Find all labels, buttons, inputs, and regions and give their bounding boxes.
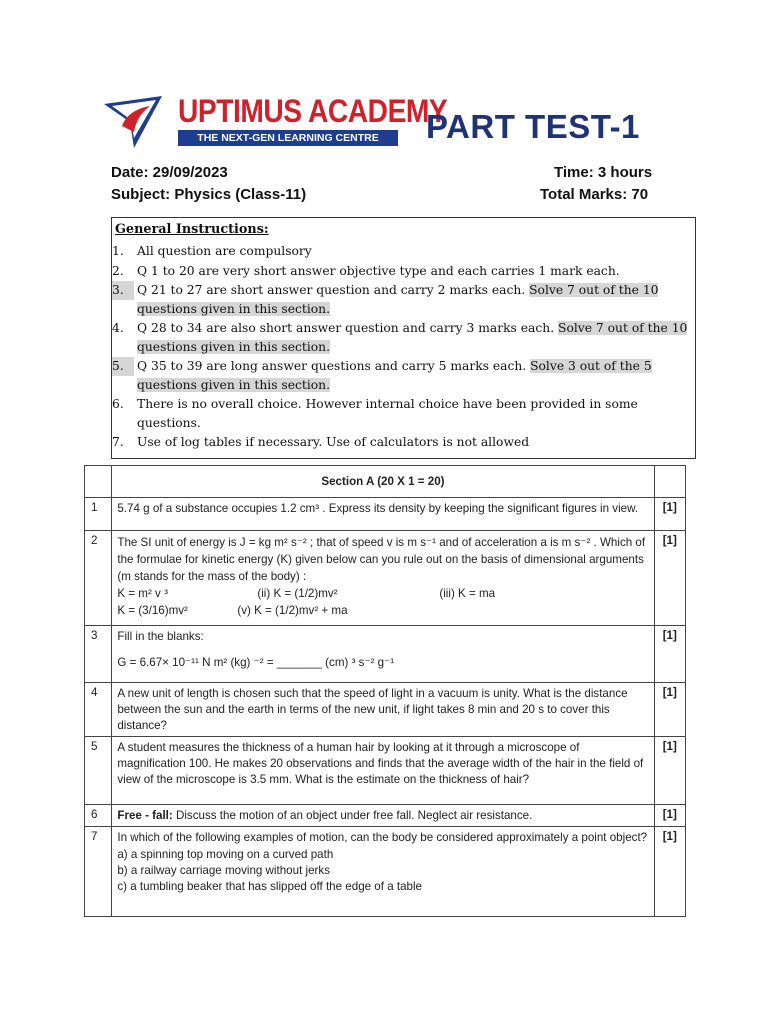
page-title: PART TEST-1: [426, 108, 640, 145]
instruction-highlight: Solve 7 out of the 10 questions given in this section.: [137, 321, 688, 354]
question-row: [85, 827, 686, 917]
instruction-number: 7.: [112, 435, 124, 449]
instruction-number: 1.: [112, 244, 124, 258]
question-text: The SI unit of energy is J = kg m² s⁻² ; that of speed v is m s⁻¹ and of acceleration a is m s⁻² . Which of the formulae for kinetic energy (K) given below can you rule out on the basis of dimensional arguments (m stands for the mass of the body) :: [117, 536, 646, 583]
question-row: [85, 531, 686, 626]
question-number: 3: [85, 626, 112, 683]
general-instructions-box: [111, 217, 696, 459]
instructions-list: [112, 242, 692, 453]
option: K = (3/16)mv²: [117, 604, 188, 617]
question-text: Discuss the motion of an object under free fall. Neglect air resistance.: [172, 809, 533, 822]
question-number: 1: [85, 498, 112, 531]
instruction-text: Q 1 to 20 are very short answer objective type and each carries 1 mark each.: [137, 263, 620, 278]
question-marks: [1]: [654, 626, 685, 683]
option: (ii) K = (1/2)mv²: [257, 587, 338, 600]
exam-time: Time: 3 hours: [554, 164, 653, 181]
question-cell: [112, 626, 654, 683]
instruction-number: 4.: [112, 321, 124, 335]
instruction-item: [112, 281, 692, 318]
option: b) a railway carriage moving without jerks: [117, 864, 330, 877]
question-marks: [1]: [654, 805, 685, 827]
question-number: 6: [85, 805, 112, 827]
section-title: Section A (20 X 1 = 20): [112, 466, 654, 498]
question-cell: [112, 805, 654, 827]
option: (iii) K = ma: [439, 587, 496, 600]
question-row: [85, 626, 686, 683]
instruction-item: [112, 319, 692, 356]
section-header-row: [85, 466, 686, 498]
question-formula: G = 6.67× 10⁻¹¹ N m² (kg) ⁻² = _______ (cm) ³ s⁻² g⁻¹: [117, 656, 395, 669]
instruction-text: Q 28 to 34 are also short answer question and carry 3 marks each.: [137, 321, 559, 335]
section-a-table: [84, 465, 686, 917]
question-number: 4: [85, 683, 112, 737]
question-number: 5: [85, 737, 112, 805]
instruction-text: Q 21 to 27 are short answer question and carry 2 marks each.: [137, 283, 530, 297]
exam-subject: Subject: Physics (Class-11): [111, 186, 307, 203]
question-text: 5.74 g of a substance occupies 1.2 cm³ . Express its density by keeping the significant figures in view.: [112, 498, 654, 531]
brand-name: UPTIMUS ACADEMY: [178, 93, 448, 129]
question-text: In which of the following examples of motion, can the body be considered approximately a point object?: [117, 831, 648, 844]
question-number: 7: [85, 827, 112, 917]
academy-logo: [104, 92, 448, 152]
option: (v) K = (1/2)mv² + ma: [237, 604, 348, 617]
question-marks: [1]: [654, 827, 685, 917]
instruction-number: 2.: [112, 263, 124, 278]
question-marks: [1]: [654, 737, 685, 805]
instruction-text: There is no overall choice. However internal choice have been provided in some questions.: [137, 397, 638, 430]
question-marks: [1]: [654, 531, 685, 626]
instruction-number: 5.: [112, 357, 134, 376]
instruction-item: [112, 242, 692, 261]
instruction-number: 6.: [112, 397, 124, 411]
instruction-highlight: Solve 3 out of the 5 questions given in this section.: [137, 359, 652, 392]
instruction-text: All question are compulsory: [137, 244, 312, 258]
instruction-item: [112, 433, 692, 452]
options-row: [117, 585, 648, 602]
exam-date: Date: 29/09/2023: [111, 164, 228, 181]
exam-total-marks: Total Marks: 70: [540, 186, 649, 203]
question-number: 2: [85, 531, 112, 626]
instruction-text: Use of log tables if necessary. Use of calculators is not allowed: [137, 435, 530, 449]
question-row: [85, 737, 686, 805]
question-cell: [112, 531, 654, 626]
instruction-number: 3.: [112, 281, 134, 300]
instruction-item: [112, 395, 692, 432]
question-marks: [1]: [654, 498, 685, 531]
option: K = m² v ³: [117, 587, 168, 600]
instruction-text: Q 35 to 39 are long answer questions and carry 5 marks each.: [137, 359, 531, 373]
option: a) a spinning top moving on a curved path: [117, 848, 334, 861]
instruction-highlight: Solve 7 out of the 10 questions given in this section.: [137, 283, 659, 316]
question-text: A student measures the thickness of a human hair by looking at it through a microscope of magnification 100. He makes 20 observations and finds that the average width of the hair in the field of view of the microscope is 3.5 mm. What is the estimate on the thickness of hair?: [112, 737, 654, 805]
question-row: [85, 683, 686, 737]
instruction-item: [112, 262, 692, 281]
instructions-heading: General Instructions:: [115, 222, 269, 237]
instruction-item: [112, 357, 692, 394]
question-row: [85, 498, 686, 531]
question-text: A new unit of length is chosen such that the speed of light in a vacuum is unity. What is the distance between the sun and the earth in terms of the new unit, if light takes 8 min and 20 s to cover this distance?: [112, 683, 654, 737]
question-cell: [112, 827, 654, 917]
question-topic: Free - fall:: [117, 809, 173, 822]
arrow-logo-icon: [104, 92, 166, 148]
question-marks: [1]: [654, 683, 685, 737]
option: c) a tumbling beaker that has slipped off the edge of a table: [117, 880, 423, 893]
question-text: Fill in the blanks:: [117, 630, 204, 643]
options-row: [117, 602, 648, 619]
question-row: [85, 805, 686, 827]
brand-tagline: THE NEXT-GEN LEARNING CENTRE: [178, 130, 398, 146]
